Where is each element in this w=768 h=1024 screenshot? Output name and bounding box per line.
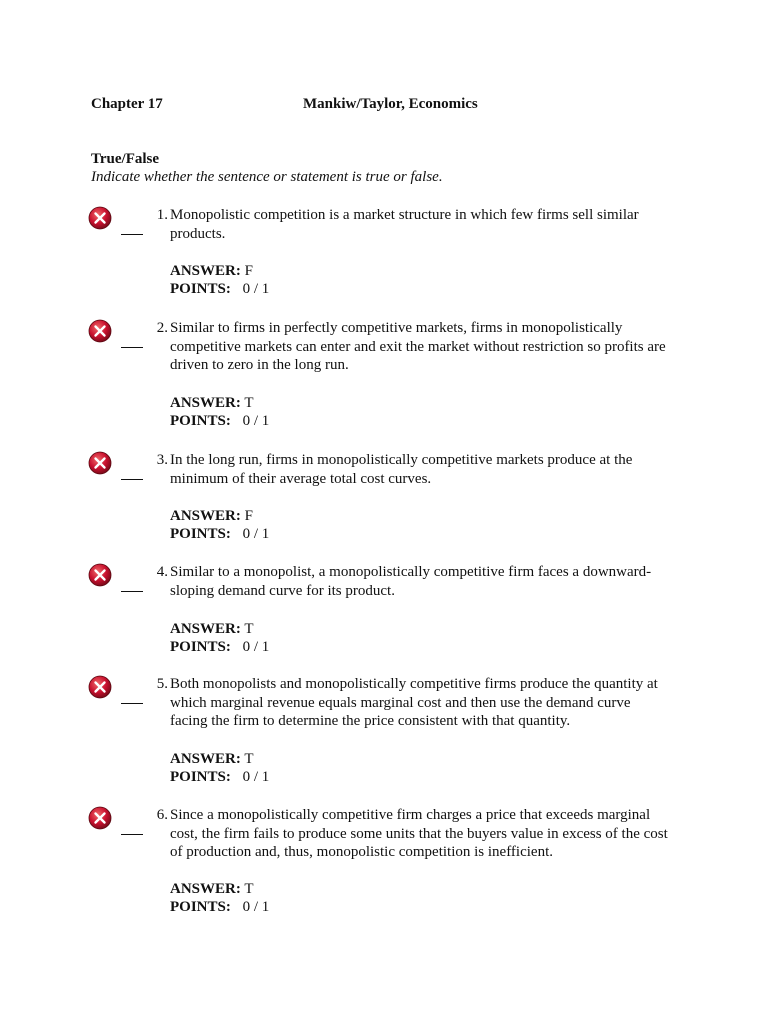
chapter-title: Chapter 17 (91, 96, 163, 112)
points-label: POINTS: (170, 526, 231, 542)
question-number: 2. (156, 320, 168, 336)
points-label: POINTS: (170, 899, 231, 915)
question-text: Since a monopolistically competitive firm charges a price that exceeds marginal cost, the firm fails to produce some units that the buyers value in excess of the cost of production and, thus, monopolistic competition is inefficient. (170, 807, 668, 860)
question-text: Similar to firms in perfectly competitive markets, firms in monopolistically competitive markets can enter and exit the market without restriction so profits are driven to zero in the long run. (170, 320, 666, 373)
points-value: 0 / 1 (242, 639, 270, 655)
question-text: Both monopolists and monopolistically competitive firms produce the quantity at which marginal revenue equals marginal cost and then use the demand curve facing the firm to determine the price consistent with that quantity. (170, 676, 658, 729)
incorrect-x-icon (88, 206, 112, 230)
answer-label: ANSWER: (170, 621, 241, 637)
points-label: POINTS: (170, 769, 231, 785)
incorrect-x-icon (88, 451, 112, 475)
answer-row (170, 750, 254, 769)
answer-value: T (244, 751, 254, 767)
question-text: Monopolistic competition is a market structure in which few firms sell similar products. (170, 207, 639, 242)
incorrect-x-icon (88, 675, 112, 699)
points-value: 0 / 1 (242, 281, 270, 297)
incorrect-x-icon (88, 563, 112, 587)
answer-blank (121, 234, 143, 235)
points-label: POINTS: (170, 413, 231, 429)
points-value: 0 / 1 (242, 526, 270, 542)
section-title: True/False (91, 151, 160, 167)
book-title: Mankiw/Taylor, Economics (303, 96, 478, 112)
section-header (91, 150, 443, 186)
answer-blank (121, 834, 143, 835)
points-row (170, 525, 269, 544)
points-row (170, 412, 269, 431)
question-text: In the long run, firms in monopolistically competitive markets produce at the minimum of their average total cost curves. (170, 452, 633, 487)
points-value: 0 / 1 (242, 413, 270, 429)
answer-row (170, 262, 253, 281)
question-text: Similar to a monopolist, a monopolistically competitive firm faces a downward-sloping demand curve for its product. (170, 564, 652, 599)
answer-value: T (244, 395, 254, 411)
question-number: 6. (156, 807, 168, 823)
points-row (170, 280, 269, 299)
answer-value: F (244, 508, 253, 524)
question-number: 5. (156, 676, 168, 692)
incorrect-x-icon (88, 806, 112, 830)
answer-value: F (244, 263, 253, 279)
answer-label: ANSWER: (170, 263, 241, 279)
answer-row (170, 394, 254, 413)
answer-blank (121, 347, 143, 348)
answer-label: ANSWER: (170, 395, 241, 411)
answer-blank (121, 479, 143, 480)
answer-blank (121, 703, 143, 704)
answer-blank (121, 591, 143, 592)
points-value: 0 / 1 (242, 899, 270, 915)
answer-value: T (244, 881, 254, 897)
answer-row (170, 507, 253, 526)
answer-label: ANSWER: (170, 881, 241, 897)
answer-value: T (244, 621, 254, 637)
question-number: 1. (156, 207, 168, 223)
points-row (170, 898, 269, 917)
section-instructions: Indicate whether the sentence or statement is true or false. (91, 169, 443, 185)
question-number: 4. (156, 564, 168, 580)
points-label: POINTS: (170, 639, 231, 655)
answer-row (170, 620, 254, 639)
points-label: POINTS: (170, 281, 231, 297)
points-row (170, 768, 269, 787)
answer-label: ANSWER: (170, 508, 241, 524)
points-row (170, 638, 269, 657)
points-value: 0 / 1 (242, 769, 270, 785)
incorrect-x-icon (88, 319, 112, 343)
answer-label: ANSWER: (170, 751, 241, 767)
question-number: 3. (156, 452, 168, 468)
answer-row (170, 880, 254, 899)
